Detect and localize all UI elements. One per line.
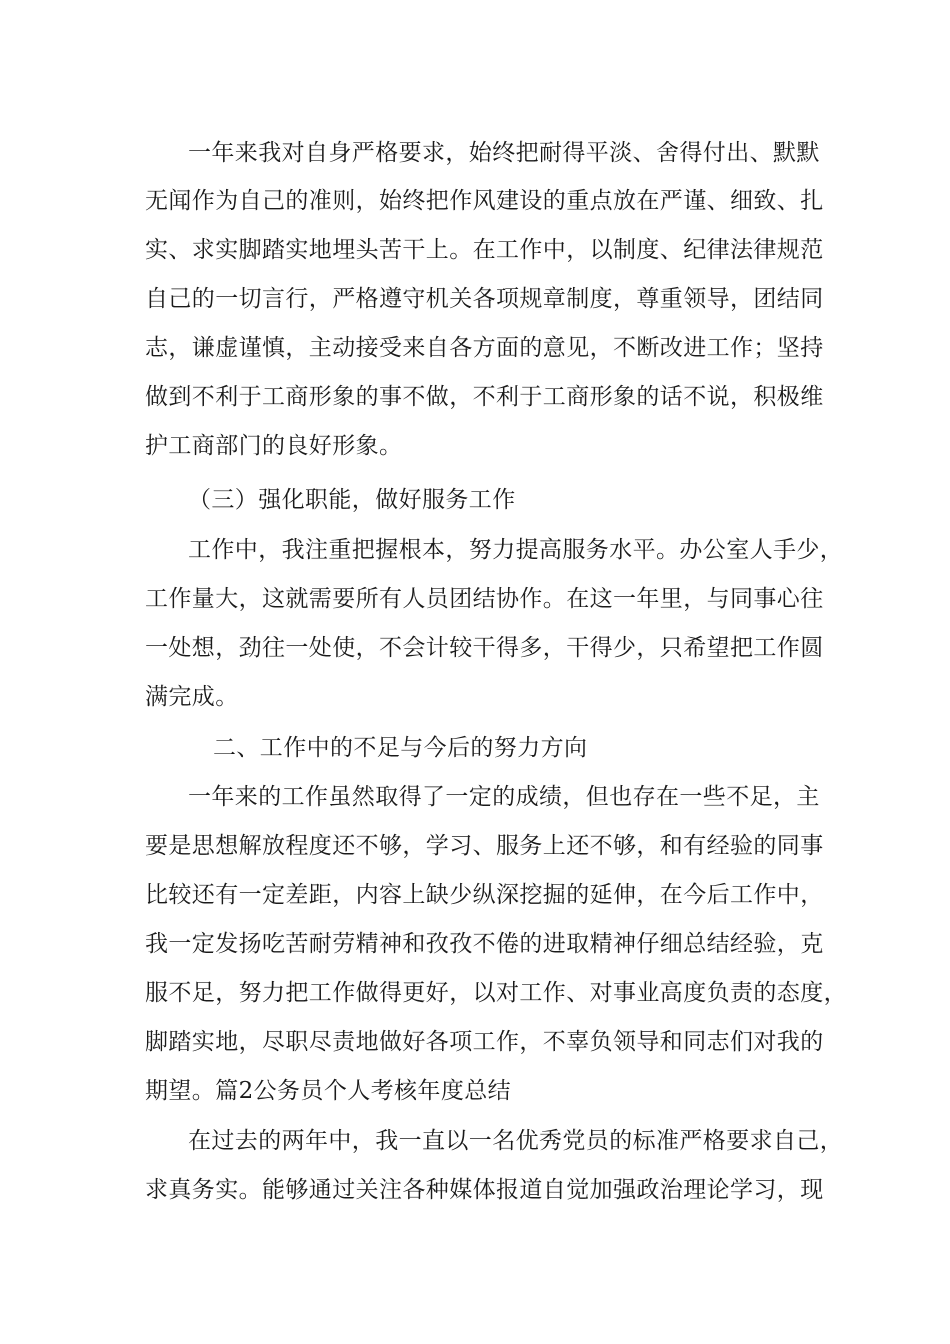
section-heading-3: （三）强化职能，做好服务工作 (188, 487, 516, 513)
paragraph-2-line-1: 工作中，我注重把握根本，努力提高服务水平。办公室人手少， (188, 537, 844, 563)
paragraph-3-line-1: 一年来的工作虽然取得了一定的成绩，但也存在一些不足，主 (188, 784, 820, 810)
paragraph-3-line-4: 我一定发扬吃苦耐劳精神和孜孜不倦的进取精神仔细总结经验，克 (145, 931, 824, 957)
section-heading-2: 二、工作中的不足与今后的努力方向 (213, 735, 588, 761)
paragraph-1-line-7: 护工商部门的良好形象。 (145, 433, 403, 459)
paragraph-3-line-7: 期望。篇2公务员个人考核年度总结 (145, 1078, 512, 1104)
paragraph-3-line-5: 服不足，努力把工作做得更好，以对工作、对事业高度负责的态度， (145, 980, 847, 1006)
paragraph-1-line-2: 无闻作为自己的准则，始终把作风建设的重点放在严谨、细致、扎 (145, 188, 824, 214)
paragraph-1-line-1: 一年来我对自身严格要求，始终把耐得平淡、舍得付出、默默 (188, 140, 820, 166)
paragraph-2-line-4: 满完成。 (145, 684, 239, 710)
paragraph-4-line-2: 求真务实。能够通过关注各种媒体报道自觉加强政治理论学习，现 (145, 1177, 824, 1203)
paragraph-2-line-2: 工作量大，这就需要所有人员团结协作。在这一年里，与同事心往 (145, 586, 824, 612)
paragraph-3-line-3: 比较还有一定差距，内容上缺少纵深挖掘的延伸，在今后工作中， (145, 882, 824, 908)
paragraph-2-line-3: 一处想，劲往一处使，不会计较干得多，干得少，只希望把工作圆 (145, 635, 824, 661)
paragraph-1-line-3: 实、求实脚踏实地埋头苦干上。在工作中，以制度、纪律法律规范 (145, 237, 824, 263)
paragraph-1-line-5: 志，谦虚谨慎，主动接受来自各方面的意见，不断改进工作；坚持 (145, 335, 824, 361)
paragraph-3-line-6: 脚踏实地，尽职尽责地做好各项工作，不辜负领导和同志们对我的 (145, 1029, 824, 1055)
paragraph-1-line-4: 自己的一切言行，严格遵守机关各项规章制度，尊重领导，团结同 (145, 286, 824, 312)
paragraph-1-line-6: 做到不利于工商形象的事不做，不利于工商形象的话不说，积极维 (145, 384, 824, 410)
paragraph-4-line-1: 在过去的两年中，我一直以一名优秀党员的标准严格要求自己， (188, 1128, 844, 1154)
paragraph-3-line-2: 要是思想解放程度还不够，学习、服务上还不够，和有经验的同事 (145, 833, 824, 859)
